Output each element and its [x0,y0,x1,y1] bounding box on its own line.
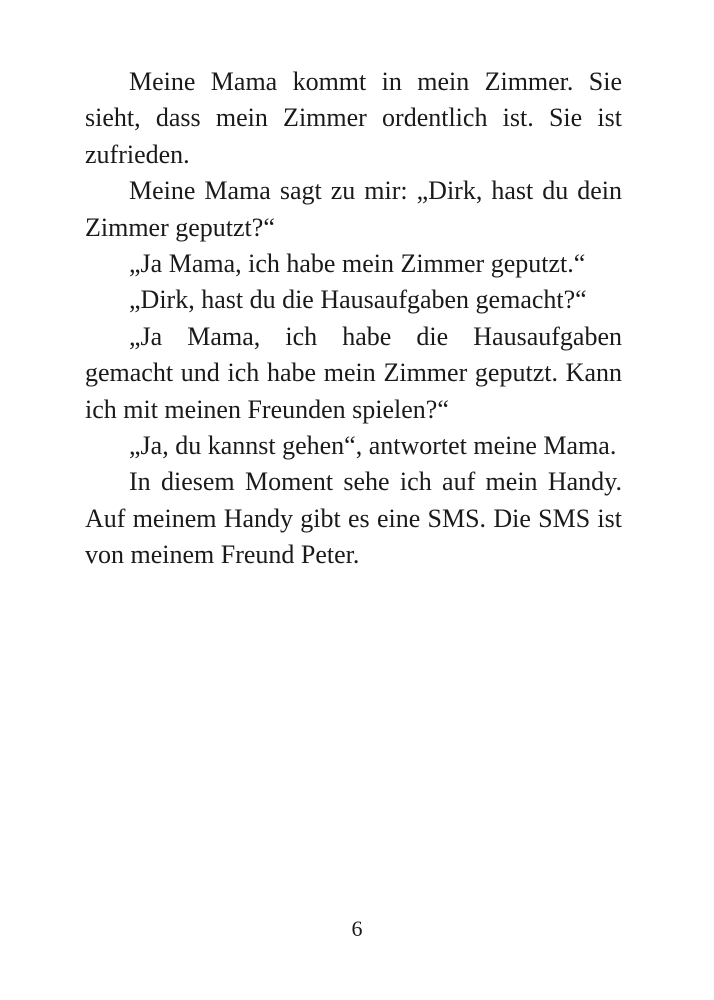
paragraph: „Dirk, hast du die Hausaufgaben gemacht?“ [129,285,587,315]
paragraph: Meine Mama sagt zu mir: „Dirk, hast du dein Zimmer geputzt?“ [85,176,622,242]
paragraph: „Ja Mama, ich habe mein Zimmer geputzt.“ [129,249,586,279]
paragraph: „Ja Mama, ich habe die Hausaufgaben gemacht und ich habe mein Zimmer geputzt. Kann ich mit meinen Freunden spielen?“ [85,321,622,424]
paragraph: In diesem Moment sehe ich auf mein Handy. Auf meinem Handy gibt es eine SMS. Die SMS ist von meinem Freund Peter. [85,467,622,570]
paragraph: Meine Mama kommt in mein Zimmer. Sie sieht, dass mein Zimmer ordentlich ist. Sie ist zufrieden. [85,67,622,169]
page-number: 6 [351,916,363,941]
paragraph: „Ja, du kannst gehen“, antwortet meine Mama. [129,431,617,461]
body-text [85,64,622,574]
